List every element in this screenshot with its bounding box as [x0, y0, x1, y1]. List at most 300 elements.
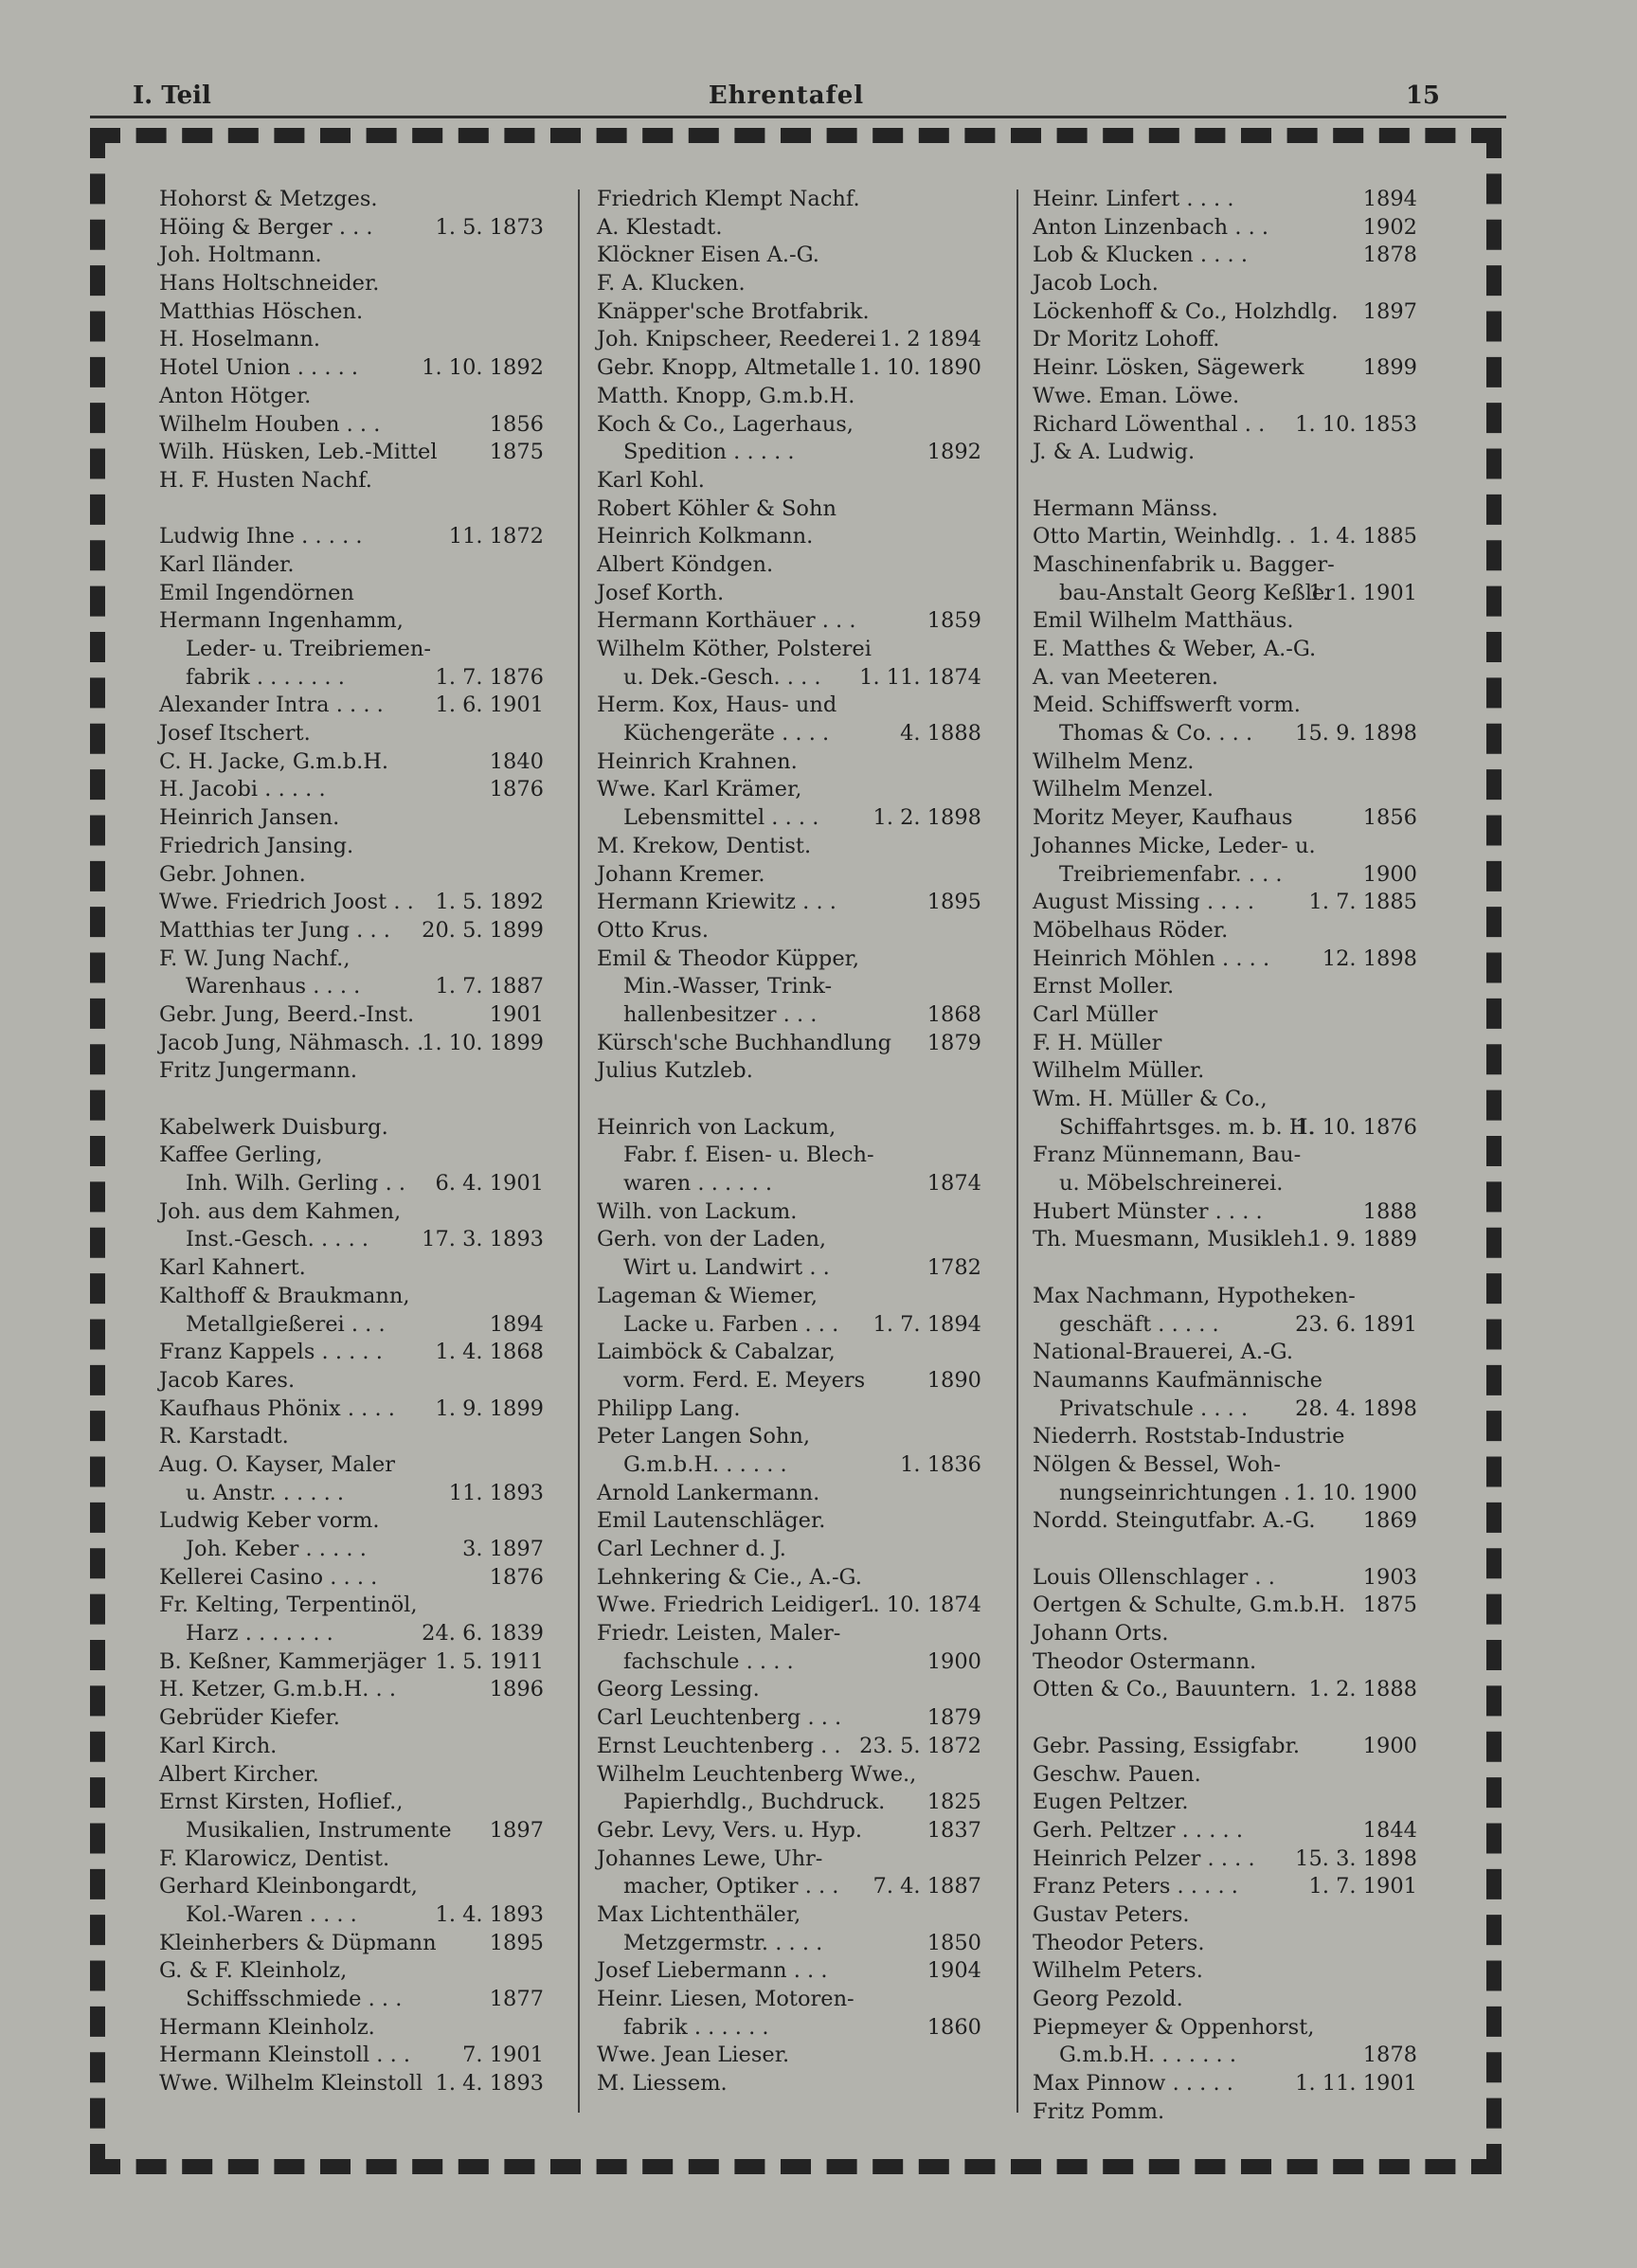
entry-name: Karl Iländer.	[159, 551, 295, 577]
entry-date: 1877	[489, 1987, 544, 2011]
entry-name: Emil Ingendörnen	[159, 580, 354, 605]
directory-entry	[597, 607, 1014, 636]
entry-date: 23. 5. 1872	[859, 1733, 981, 1758]
entry-name: Wwe. Jean Lieser.	[597, 2043, 790, 2068]
entry-date: 1900	[926, 1648, 981, 1674]
entry-name: Franz Peters . . . . .	[1033, 1874, 1238, 1899]
entry-date: 1. 5. 1911	[435, 1648, 544, 1674]
directory-entry	[159, 551, 576, 580]
entry-name: J. & A. Ludwig.	[1033, 440, 1196, 465]
entry-name: Theodor Ostermann.	[1033, 1648, 1257, 1674]
entry-date: 1860	[926, 2014, 981, 2040]
directory-entry	[597, 692, 1014, 720]
directory-entry	[597, 1704, 1014, 1733]
entry-name: Hermann Kriewitz . . .	[597, 890, 836, 915]
entry-name: E. Matthes & Weber, A.-G.	[1033, 637, 1317, 661]
directory-entry	[1033, 607, 1449, 636]
entry-name: Nölgen & Bessel, Woh-	[1033, 1451, 1281, 1477]
entry-name: Wwe. Friedrich Joost . .	[159, 890, 414, 915]
directory-entry	[159, 1789, 576, 1817]
entry-date: 1. 9. 1899	[435, 1395, 544, 1421]
directory-entry	[1033, 270, 1449, 298]
directory-entry	[159, 1001, 576, 1030]
directory-entry	[159, 1142, 576, 1170]
directory-entry	[1033, 354, 1449, 383]
entry-name: Theodor Peters.	[1033, 1930, 1205, 1955]
entry-name: Metallgießerei . . .	[186, 1311, 386, 1337]
entry-name: geschäft . . . . .	[1059, 1311, 1219, 1337]
entry-name: Georg Pezold.	[1033, 1987, 1183, 2011]
directory-entry	[597, 411, 1014, 440]
entry-date: 1. 7. 1901	[1308, 1874, 1417, 1899]
entry-name: B. Keßner, Kammerjäger	[159, 1648, 426, 1674]
entry-name: Kalthoff & Braukmann,	[159, 1283, 410, 1308]
entry-name: Gebr. Knopp, Altmetalle	[597, 355, 856, 381]
entry-name: Gebrüder Kiefer.	[159, 1705, 340, 1731]
entry-date: 1. 6. 1901	[435, 693, 544, 718]
directory-entry	[159, 833, 576, 861]
directory-entry	[597, 1676, 1014, 1704]
directory-entry	[159, 1733, 576, 1761]
entry-date: 7. 4. 1887	[872, 1874, 981, 1899]
entry-name: Hubert Münster . . . .	[1033, 1198, 1263, 1224]
entry-name: Jacob Jung, Nähmasch. .	[159, 1030, 424, 1055]
entry-date: 1876	[489, 777, 544, 802]
entry-date: 1. 10. 1853	[1295, 411, 1417, 437]
directory-entry	[597, 2070, 1014, 2098]
column-1	[159, 186, 576, 2098]
entry-name: Harz . . . . . . .	[186, 1621, 333, 1647]
entry-name: August Missing . . . .	[1033, 890, 1255, 915]
entry-name: G.m.b.H. . . . . . .	[1059, 2043, 1236, 2068]
entry-name: Wilhelm Leuchtenberg Wwe.,	[597, 1761, 917, 1787]
entry-name: Emil Lautenschläger.	[597, 1508, 826, 1534]
directory-entry	[1033, 214, 1449, 243]
entry-name: Thomas & Co. . . .	[1059, 721, 1253, 747]
entry-name: Louis Ollenschlager . .	[1033, 1564, 1275, 1590]
directory-entry	[1033, 889, 1449, 917]
directory-entry	[1033, 1423, 1449, 1451]
directory-entry	[159, 917, 576, 945]
entry-name: Ernst Leuchtenberg . .	[597, 1733, 841, 1758]
entry-name: Friedr. Leisten, Maler-	[597, 1621, 841, 1647]
entry-name: Otten & Co., Bauuntern.	[1033, 1677, 1297, 1702]
section-gap	[1033, 1536, 1449, 1564]
directory-entry	[597, 1480, 1014, 1508]
directory-entry	[597, 1057, 1014, 1086]
entry-name: F. H. Müller	[1033, 1030, 1162, 1055]
entry-name: Dr Moritz Lohoff.	[1033, 327, 1220, 352]
entry-name: Heinrich Kolkmann.	[597, 524, 814, 549]
directory-entry	[159, 1648, 576, 1677]
directory-entry	[159, 1311, 576, 1340]
directory-entry	[159, 186, 576, 214]
entry-name: Carl Leuchtenberg . . .	[597, 1705, 842, 1731]
directory-entry	[159, 973, 576, 1001]
entry-name: Joh. Keber . . . . .	[186, 1537, 367, 1561]
entry-date: 1. 7. 1894	[872, 1311, 981, 1337]
directory-entry	[159, 1451, 576, 1480]
entry-name: Carl Müller	[1033, 1001, 1158, 1027]
directory-entry	[1033, 1198, 1449, 1227]
entry-name: Wm. H. Müller & Co.,	[1033, 1087, 1268, 1111]
directory-entry	[159, 861, 576, 890]
page-header	[133, 81, 1440, 119]
entry-date: 1. 4. 1868	[435, 1340, 544, 1365]
entry-date: 6. 4. 1901	[435, 1171, 544, 1197]
entry-date: 1. 1836	[900, 1451, 981, 1477]
entry-name: Wwe. Eman. Löwe.	[1033, 383, 1240, 408]
entry-name: Privatschule . . . .	[1059, 1395, 1249, 1421]
entry-date: 1892	[926, 440, 981, 465]
entry-name: u. Möbelschreinerei.	[1059, 1171, 1284, 1197]
directory-entry	[1033, 945, 1449, 974]
entry-name: Gebr. Passing, Essigfabr.	[1033, 1733, 1301, 1758]
directory-entry	[159, 1198, 576, 1227]
entry-name: vorm. Ferd. E. Meyers	[623, 1367, 866, 1393]
entry-name: Karl Kirch.	[159, 1733, 278, 1758]
entry-name: Kaffee Gerling,	[159, 1143, 323, 1168]
entry-name: Knäpper'sche Brotfabrik.	[597, 298, 870, 324]
entry-name: Schiffsschmiede . . .	[186, 1987, 403, 2011]
entry-name: Richard Löwenthal . .	[1033, 411, 1266, 437]
entry-date: 1875	[489, 440, 544, 465]
entry-name: Eugen Peltzer.	[1033, 1790, 1189, 1815]
entry-name: Möbelhaus Röder.	[1033, 917, 1229, 943]
entry-name: Karl Kahnert.	[159, 1255, 306, 1281]
entry-name: Otto Krus.	[597, 917, 709, 943]
directory-entry	[597, 1198, 1014, 1227]
entry-name: Max Nachmann, Hypotheken-	[1033, 1283, 1356, 1308]
entry-date: 1890	[926, 1367, 981, 1393]
directory-entry	[159, 1620, 576, 1648]
directory-entry	[159, 1873, 576, 1901]
directory-entry	[159, 1395, 576, 1424]
entry-name: Gebr. Jung, Beerd.-Inst.	[159, 1001, 415, 1027]
directory-entry	[597, 776, 1014, 804]
directory-entry	[1033, 1283, 1449, 1311]
directory-entry	[159, 1480, 576, 1508]
directory-entry	[597, 1507, 1014, 1536]
entry-name: Leder- u. Treibriemen-	[186, 637, 431, 661]
entry-name: Ernst Moller.	[1033, 974, 1175, 999]
entry-name: Albert Köndgen.	[597, 551, 774, 577]
entry-name: Wwe. Wilhelm Kleinstoll	[159, 2071, 423, 2097]
directory-entry	[597, 1030, 1014, 1058]
entry-name: Hermann Mänss.	[1033, 495, 1218, 521]
entry-name: Johann Orts.	[1033, 1621, 1169, 1647]
directory-entry	[159, 1930, 576, 1958]
entry-date: 1903	[1362, 1564, 1417, 1590]
directory-entry	[1033, 383, 1449, 411]
entry-name: Matth. Knopp, G.m.b.H.	[597, 383, 855, 408]
section-gap	[597, 1086, 1014, 1114]
directory-entry	[1033, 186, 1449, 214]
directory-entry	[159, 945, 576, 974]
entry-name: Jacob Loch.	[1033, 271, 1159, 297]
entry-date: 1859	[926, 608, 981, 634]
directory-entry	[159, 1986, 576, 2014]
entry-name: Otto Martin, Weinhdlg. .	[1033, 524, 1296, 549]
directory-entry	[597, 1451, 1014, 1480]
entry-name: Wilhelm Menzel.	[1033, 777, 1214, 802]
entry-name: Heinr. Linfert . . . .	[1033, 187, 1234, 211]
directory-entry	[159, 467, 576, 495]
entry-date: 1. 7. 1876	[435, 664, 544, 690]
entry-name: F. Klarowicz, Dentist.	[159, 1845, 390, 1871]
entry-date: 11. 1872	[448, 524, 544, 549]
column-divider	[1016, 189, 1018, 2113]
entry-name: Piepmeyer & Oppenhorst,	[1033, 2014, 1315, 2040]
entry-date: 1874	[926, 1171, 981, 1197]
entry-name: Schiffahrtsges. m. b. H.	[1059, 1114, 1315, 1140]
column-divider	[578, 189, 580, 2113]
directory-entry	[159, 1423, 576, 1451]
directory-entry	[597, 973, 1014, 1001]
entry-name: Peter Langen Sohn,	[597, 1424, 811, 1449]
entry-name: Nordd. Steingutfabr. A.-G.	[1033, 1508, 1316, 1534]
entry-date: 1. 11. 1901	[1295, 2071, 1417, 2097]
entry-date: 12. 1898	[1322, 945, 1417, 971]
entry-date: 1856	[489, 411, 544, 437]
directory-entry	[159, 1564, 576, 1593]
directory-entry	[159, 889, 576, 917]
directory-entry	[597, 1986, 1014, 2014]
entry-name: Joh. Knipscheer, Reederei	[597, 327, 876, 352]
entry-name: G. & F. Kleinholz,	[159, 1958, 348, 1984]
entry-name: Heinrich Jansen.	[159, 805, 340, 831]
entry-date: 1899	[1362, 355, 1417, 381]
entry-name: Höing & Berger . . .	[159, 214, 373, 240]
directory-entry	[1033, 1311, 1449, 1340]
entry-name: Albert Kircher.	[159, 1761, 319, 1787]
entry-date: 1856	[1362, 805, 1417, 831]
entry-name: Julius Kutzleb.	[597, 1058, 753, 1084]
entry-name: Lob & Klucken . . . .	[1033, 243, 1248, 268]
entry-name: Franz Kappels . . . . .	[159, 1340, 383, 1365]
entry-name: fabrik . . . . . . .	[186, 664, 345, 690]
entry-date: 7. 1901	[462, 2043, 544, 2068]
entry-name: Wilhelm Menz.	[1033, 748, 1195, 774]
directory-entry	[597, 2042, 1014, 2070]
entry-date: 1876	[489, 1564, 544, 1590]
section-gap	[1033, 467, 1449, 495]
entry-name: Geschw. Pauen.	[1033, 1761, 1201, 1787]
entry-name: waren . . . . . .	[623, 1171, 773, 1197]
directory-entry	[1033, 1451, 1449, 1480]
entry-name: Franz Münnemann, Bau-	[1033, 1143, 1302, 1168]
directory-entry	[597, 833, 1014, 861]
directory-entry	[1033, 861, 1449, 890]
entry-name: Musikalien, Instrumente	[186, 1817, 452, 1843]
entry-date: 23. 6. 1891	[1295, 1311, 1417, 1337]
directory-entry	[597, 495, 1014, 524]
entry-name: Wilhelm Köther, Polsterei	[597, 637, 872, 661]
entry-name: H. Ketzer, G.m.b.H. . .	[159, 1677, 396, 1702]
entry-name: Moritz Meyer, Kaufhaus	[1033, 805, 1293, 831]
entry-name: R. Karstadt.	[159, 1424, 289, 1449]
directory-entry	[159, 2042, 576, 2070]
entry-date: 28. 4. 1898	[1295, 1395, 1417, 1421]
directory-entry	[597, 580, 1014, 608]
directory-entry	[597, 439, 1014, 467]
entry-date: 1. 2. 1888	[1308, 1677, 1417, 1702]
directory-entry	[597, 1311, 1014, 1340]
entry-date: 1900	[1362, 861, 1417, 887]
entry-date: 1878	[1362, 2043, 1417, 2068]
entry-name: Max Lichtenthäler,	[597, 1901, 801, 1927]
entry-date: 1868	[926, 1001, 981, 1027]
directory-entry	[1033, 551, 1449, 580]
directory-entry	[1033, 1957, 1449, 1986]
entry-name: Maschinenfabrik u. Bagger-	[1033, 551, 1335, 577]
directory-entry	[597, 1592, 1014, 1620]
directory-entry	[597, 270, 1014, 298]
entry-date: 1850	[926, 1930, 981, 1955]
entry-name: bau-Anstalt Georg Keßler	[1059, 580, 1336, 605]
entry-date: 1. 7. 1887	[435, 974, 544, 999]
directory-entry	[597, 945, 1014, 974]
entry-name: Spedition . . . . .	[623, 440, 795, 465]
directory-entry	[1033, 2098, 1449, 2127]
entry-name: Joh. aus dem Kahmen,	[159, 1198, 402, 1224]
entry-name: u. Anstr. . . . . .	[186, 1480, 345, 1505]
directory-entry	[597, 1114, 1014, 1143]
directory-entry	[1033, 1507, 1449, 1536]
directory-entry	[597, 1170, 1014, 1198]
entry-name: F. A. Klucken.	[597, 271, 746, 297]
directory-entry	[1033, 439, 1449, 467]
entry-name: Emil Wilhelm Matthäus.	[1033, 608, 1294, 634]
entry-date: 1896	[489, 1677, 544, 1702]
entry-date: 1901	[489, 1001, 544, 1027]
entry-name: Alexander Intra . . . .	[159, 693, 384, 718]
entry-name: Gebr. Johnen.	[159, 861, 306, 887]
entry-name: C. H. Jacke, G.m.b.H.	[159, 748, 389, 774]
entry-name: Johannes Micke, Leder- u.	[1033, 833, 1316, 858]
entry-name: Josef Itschert.	[159, 721, 311, 747]
entry-name: Heinr. Liesen, Motoren-	[597, 1987, 854, 2011]
directory-entry	[597, 1901, 1014, 1930]
entry-name: Gerhard Kleinbongardt,	[159, 1874, 418, 1899]
entry-name: Matthias ter Jung . . .	[159, 917, 390, 943]
directory-entry	[1033, 917, 1449, 945]
entry-date: 1. 4. 1885	[1308, 524, 1417, 549]
directory-entry	[1033, 2014, 1449, 2043]
directory-entry	[597, 1423, 1014, 1451]
entry-name: Emil & Theodor Küpper,	[597, 945, 860, 971]
column-3	[1033, 186, 1449, 2126]
directory-entry	[597, 804, 1014, 833]
entry-name: Wwe. Karl Krämer,	[597, 777, 802, 802]
directory-entry	[1033, 1845, 1449, 1874]
directory-entry	[1033, 1226, 1449, 1254]
entry-date: 1825	[926, 1790, 981, 1815]
entry-name: Heinrich Möhlen . . . .	[1033, 945, 1270, 971]
entry-date: 1. 1. 1901	[1308, 580, 1417, 605]
entry-date: 1879	[926, 1705, 981, 1731]
entry-date: 1840	[489, 748, 544, 774]
entry-date: 1. 10. 1900	[1295, 1480, 1417, 1505]
directory-entry	[597, 1789, 1014, 1817]
directory-entry	[1033, 664, 1449, 693]
directory-entry	[597, 1957, 1014, 1986]
entry-name: Th. Muesmann, Musikleh.	[1033, 1227, 1314, 1252]
entry-name: A. van Meeteren.	[1033, 664, 1219, 690]
section-gap	[1033, 1704, 1449, 1733]
entry-date: 1897	[489, 1817, 544, 1843]
directory-entry	[159, 2014, 576, 2043]
entry-name: Min.-Wasser, Trink-	[623, 974, 833, 999]
entry-name: Ludwig Ihne . . . . .	[159, 524, 363, 549]
directory-entry	[597, 861, 1014, 890]
directory-entry	[597, 242, 1014, 270]
entry-date: 1894	[1362, 187, 1417, 211]
directory-entry	[1033, 1367, 1449, 1395]
directory-entry	[1033, 1001, 1449, 1030]
entry-name: Fritz Pomm.	[1033, 2098, 1165, 2124]
directory-entry	[159, 242, 576, 270]
entry-name: Naumanns Kaufmännische	[1033, 1367, 1322, 1393]
entry-date: 1895	[926, 890, 981, 915]
entry-date: 1902	[1362, 214, 1417, 240]
directory-entry	[597, 1620, 1014, 1648]
entry-name: Anton Linzenbach . . .	[1033, 214, 1269, 240]
entry-name: Hermann Kleinstoll . . .	[159, 2043, 411, 2068]
directory-entry	[1033, 2070, 1449, 2098]
entry-name: Koch & Co., Lagerhaus,	[597, 411, 854, 437]
entry-name: hallenbesitzer . . .	[623, 1001, 818, 1027]
directory-entry	[597, 664, 1014, 693]
directory-entry	[1033, 1761, 1449, 1790]
entry-name: Inst.-Gesch. . . . .	[186, 1227, 369, 1252]
directory-entry	[597, 1648, 1014, 1677]
directory-entry	[159, 1957, 576, 1986]
directory-entry	[1033, 1789, 1449, 1817]
directory-entry	[159, 1536, 576, 1564]
entry-name: Carl Lechner d. J.	[597, 1537, 786, 1561]
entry-name: National-Brauerei, A.-G.	[1033, 1340, 1293, 1365]
entry-name: Josef Liebermann . . .	[597, 1958, 828, 1984]
entry-name: Wilhelm Peters.	[1033, 1958, 1203, 1984]
entry-date: 1. 5. 1873	[435, 214, 544, 240]
directory-entry	[159, 1339, 576, 1367]
section-gap	[1033, 1254, 1449, 1283]
directory-entry	[597, 1339, 1014, 1367]
directory-entry	[159, 411, 576, 440]
entry-name: Wwe. Friedrich Leidiger .	[597, 1593, 875, 1618]
entry-date: 1900	[1362, 1733, 1417, 1758]
entry-name: Treibriemenfabr. . . .	[1059, 861, 1283, 887]
directory-entry	[597, 720, 1014, 748]
entry-name: Robert Köhler & Sohn	[597, 495, 836, 521]
directory-entry	[1033, 1339, 1449, 1367]
column-2	[597, 186, 1014, 2098]
entry-date: 1879	[926, 1030, 981, 1055]
part-label: I. Teil	[133, 81, 211, 110]
entry-name: H. Jacobi . . . . .	[159, 777, 326, 802]
directory-entry	[597, 1001, 1014, 1030]
entry-name: A. Klestadt.	[597, 214, 723, 240]
directory-entry	[597, 1142, 1014, 1170]
directory-entry	[159, 1704, 576, 1733]
entry-name: Klöckner Eisen A.-G.	[597, 243, 819, 268]
directory-entry	[159, 720, 576, 748]
entry-date: 1. 11. 1874	[859, 664, 981, 690]
directory-entry	[597, 1283, 1014, 1311]
entry-name: Inh. Wilh. Gerling . .	[186, 1171, 406, 1197]
directory-entry	[1033, 1030, 1449, 1058]
